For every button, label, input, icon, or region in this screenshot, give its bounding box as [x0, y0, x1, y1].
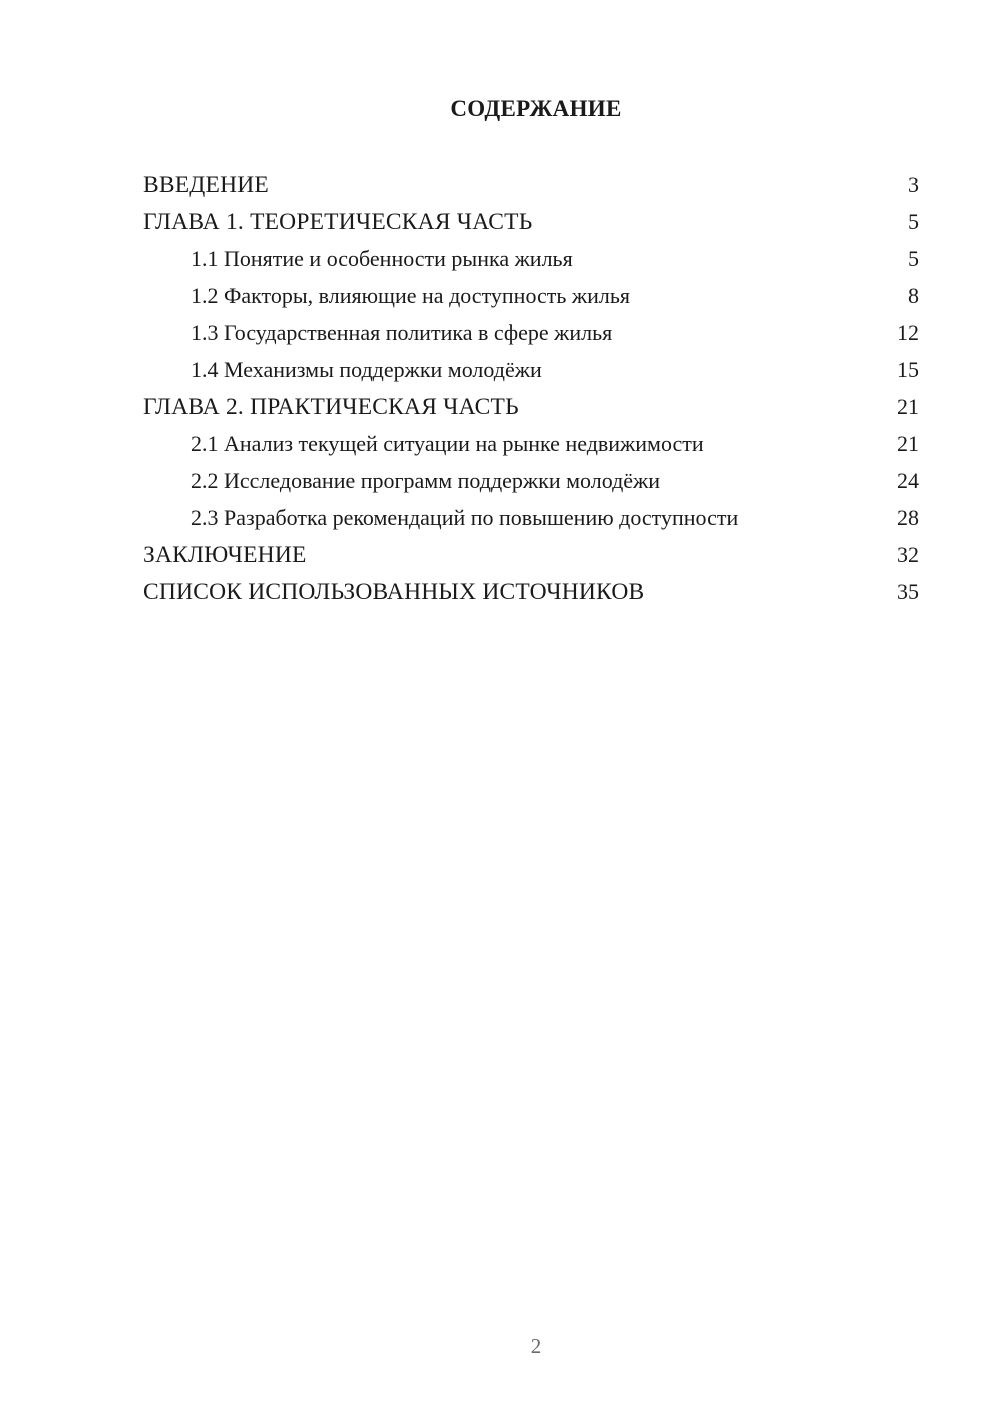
toc-entry-label: ГЛАВА 2. ПРАКТИЧЕСКАЯ ЧАСТЬ	[143, 394, 519, 420]
toc-entry-section-2-3	[143, 499, 919, 536]
toc-entry-label: 2.2 Исследование программ поддержки молодёжи	[191, 468, 661, 493]
toc-entry-page: 21	[897, 431, 919, 456]
toc-entry-section-1-1	[143, 240, 919, 277]
toc-entry-section-1-2	[143, 277, 919, 314]
toc-entry-label: ЗАКЛЮЧЕНИЕ	[143, 542, 307, 568]
toc-entry-label: 2.1 Анализ текущей ситуации на рынке недвижимости	[191, 431, 704, 456]
toc-entry-page: 24	[897, 468, 919, 493]
toc-entry-page: 5	[908, 246, 919, 271]
page-number: 2	[530, 1334, 542, 1358]
table-of-contents	[143, 166, 919, 610]
toc-entry-label: 2.3 Разработка рекомендаций по повышению доступности	[191, 505, 739, 530]
toc-entry-section-2-1	[143, 425, 919, 462]
toc-entry-introduction	[143, 166, 919, 203]
toc-entry-section-1-4	[143, 351, 919, 388]
toc-entry-page: 12	[897, 320, 919, 345]
toc-entry-chapter-1	[143, 203, 919, 240]
toc-entry-section-1-3	[143, 314, 919, 351]
toc-entry-chapter-2	[143, 388, 919, 425]
toc-entry-label: ВВЕДЕНИЕ	[143, 172, 269, 198]
toc-entry-section-2-2	[143, 462, 919, 499]
toc-entry-label: 1.4 Механизмы поддержки молодёжи	[191, 357, 542, 382]
toc-entry-page: 35	[897, 579, 919, 604]
toc-entry-page: 8	[908, 283, 919, 308]
toc-entry-page: 5	[908, 209, 919, 234]
toc-entry-conclusion	[143, 536, 919, 573]
toc-entry-label: 1.2 Факторы, влияющие на доступность жилья	[191, 283, 631, 308]
toc-entry-label: СПИСОК ИСПОЛЬЗОВАННЫХ ИСТОЧНИКОВ	[143, 579, 645, 605]
toc-entry-page: 28	[897, 505, 919, 530]
toc-title: СОДЕРЖАНИЕ	[450, 96, 622, 121]
toc-entry-label: 1.3 Государственная политика в сфере жилья	[191, 320, 613, 345]
toc-entry-label: 1.1 Понятие и особенности рынка жилья	[191, 246, 573, 271]
toc-entry-page: 32	[897, 542, 919, 567]
toc-entry-label: ГЛАВА 1. ТЕОРЕТИЧЕСКАЯ ЧАСТЬ	[143, 209, 533, 235]
toc-entry-page: 15	[897, 357, 919, 382]
toc-entry-page: 21	[897, 394, 919, 419]
toc-entry-page: 3	[908, 172, 919, 197]
toc-entry-references	[143, 573, 919, 610]
